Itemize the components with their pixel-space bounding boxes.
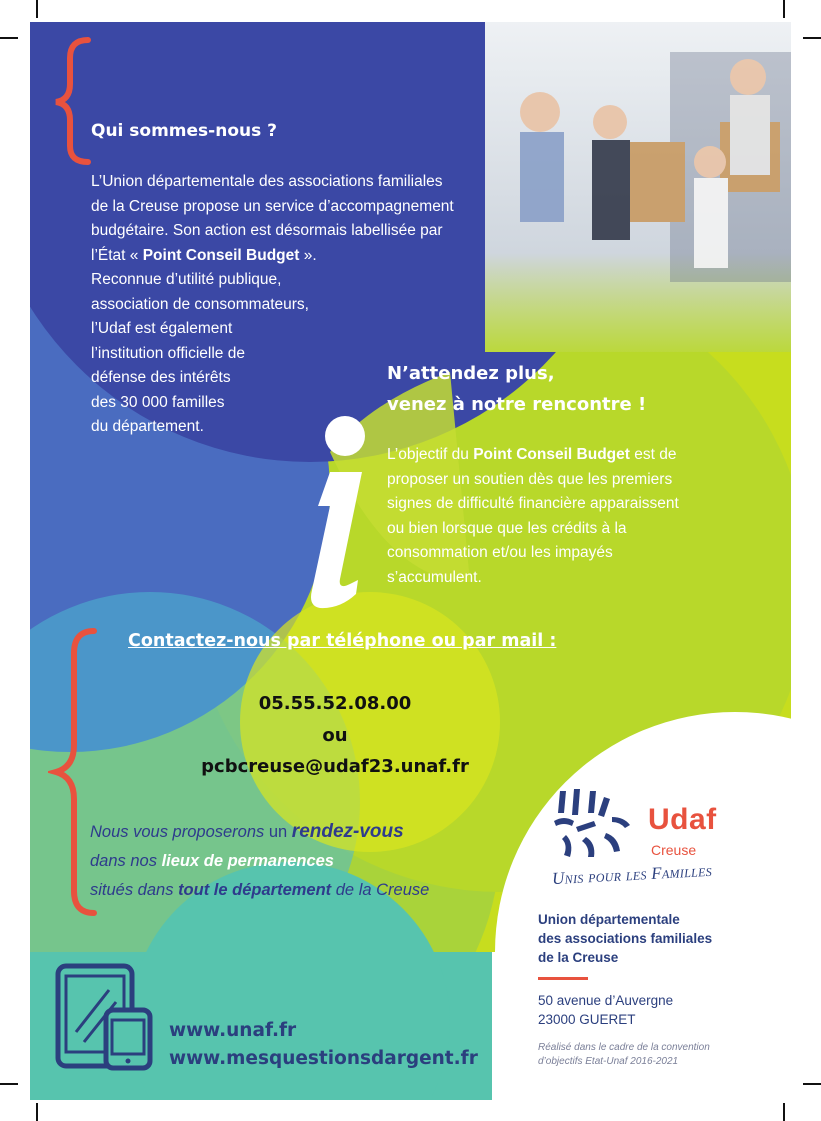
appointment-keyword: rendez-vous	[291, 821, 404, 842]
appointment-line-2	[90, 847, 429, 876]
org-name-line: de la Creuse	[538, 950, 619, 965]
appointment-text-part: situés dans	[90, 881, 179, 899]
appointment-text-part: Nous vous proposerons	[90, 823, 269, 841]
appointment-text	[90, 817, 429, 905]
tablet-phone-icon	[54, 962, 154, 1072]
about-line: de la Creuse propose un service d’accompagnement	[91, 197, 454, 215]
about-line-pre: l’État «	[91, 246, 143, 264]
meeting-label-bold: Point Conseil Budget	[473, 446, 630, 463]
contact-title: Contactez-nous par téléphone ou par mail :	[128, 631, 557, 651]
meeting-line: signes de difficulté financière apparaissent	[387, 495, 679, 512]
info-i-icon	[300, 414, 380, 614]
crop-mark	[36, 0, 38, 18]
about-line: défense des intérêts	[91, 369, 231, 386]
address-line: 23000 GUERET	[538, 1012, 636, 1027]
about-line-label	[91, 244, 454, 269]
crop-mark	[0, 1083, 18, 1085]
crop-mark	[0, 37, 18, 39]
funding-note	[538, 1041, 710, 1069]
appointment-line-1	[90, 817, 429, 847]
appointment-keyword: tout le département	[178, 881, 332, 899]
meeting-line-label	[387, 443, 679, 468]
about-line: du département.	[91, 418, 204, 435]
org-address	[538, 991, 673, 1029]
note-line: d’objectifs Etat-Unaf 2016-2021	[538, 1056, 679, 1067]
about-line: L’Union départementale des associations familiales	[91, 173, 443, 190]
crop-mark	[783, 0, 785, 18]
org-name-line: Union départementale	[538, 912, 680, 927]
meeting-line: proposer un soutien dès que les premiers	[387, 470, 673, 488]
about-line: des 30 000 familles	[91, 393, 225, 411]
link-mesquestionsdargent[interactable]: www.mesquestionsdargent.fr	[169, 1048, 478, 1069]
curly-brace-icon	[48, 36, 94, 166]
address-line: 50 avenue d’Auvergne	[538, 993, 674, 1008]
contact-or: ou	[322, 725, 348, 746]
link-unaf[interactable]: www.unaf.fr	[169, 1020, 297, 1041]
meeting-line: consommation et/ou les impayés	[387, 544, 613, 561]
org-name	[538, 910, 712, 967]
appointment-line-3	[90, 876, 429, 905]
udaf-logo-text: Udaf	[648, 803, 717, 836]
crop-mark	[803, 37, 821, 39]
appointment-text-part: de la Creuse	[331, 881, 430, 899]
udaf-logo-mark	[552, 787, 647, 877]
flyer	[30, 22, 791, 1100]
udaf-logo-sub: Creuse	[651, 842, 697, 858]
meeting-line: ou bien lorsque que les crédits à la	[387, 519, 627, 537]
about-line: budgétaire. Son action est désormais labellisée par	[91, 222, 443, 239]
meeting-line: s’accumulent.	[387, 568, 482, 586]
divider	[538, 977, 588, 980]
crop-mark	[36, 1103, 38, 1121]
appointment-keyword: lieux de permanences	[161, 852, 334, 870]
meeting-line-pre: L’objectif du	[387, 446, 474, 463]
about-line-post: ».	[299, 246, 317, 264]
about-line: association de consommateurs,	[91, 295, 309, 313]
about-line: l’institution officielle de	[91, 344, 245, 362]
appointment-text-part: dans nos	[90, 852, 162, 870]
appointment-text-part: un	[268, 823, 292, 841]
about-line: l’Udaf est également	[91, 320, 233, 337]
about-line: Reconnue d’utilité publique,	[91, 271, 282, 288]
crop-mark	[783, 1103, 785, 1121]
meeting-title-line2: venez à notre rencontre !	[387, 394, 647, 415]
udaf-tagline: Unis pour les Familles	[551, 860, 713, 889]
note-line: Réalisé dans le cadre de la convention	[538, 1042, 710, 1053]
about-title: Qui sommes-nous ?	[91, 121, 278, 141]
about-label-bold: Point Conseil Budget	[142, 246, 300, 264]
org-name-line: des associations familiales	[538, 931, 713, 946]
crop-mark	[803, 1083, 821, 1085]
meeting-line-post: est de	[629, 446, 677, 463]
contact-email[interactable]: pcbcreuse@udaf23.unaf.fr	[201, 756, 469, 777]
contact-phone[interactable]: 05.55.52.08.00	[258, 693, 412, 714]
meeting-text	[387, 443, 679, 590]
web-links	[169, 1017, 478, 1073]
meeting-title	[387, 358, 646, 420]
meeting-title-line1: N’attendez plus,	[387, 363, 555, 384]
